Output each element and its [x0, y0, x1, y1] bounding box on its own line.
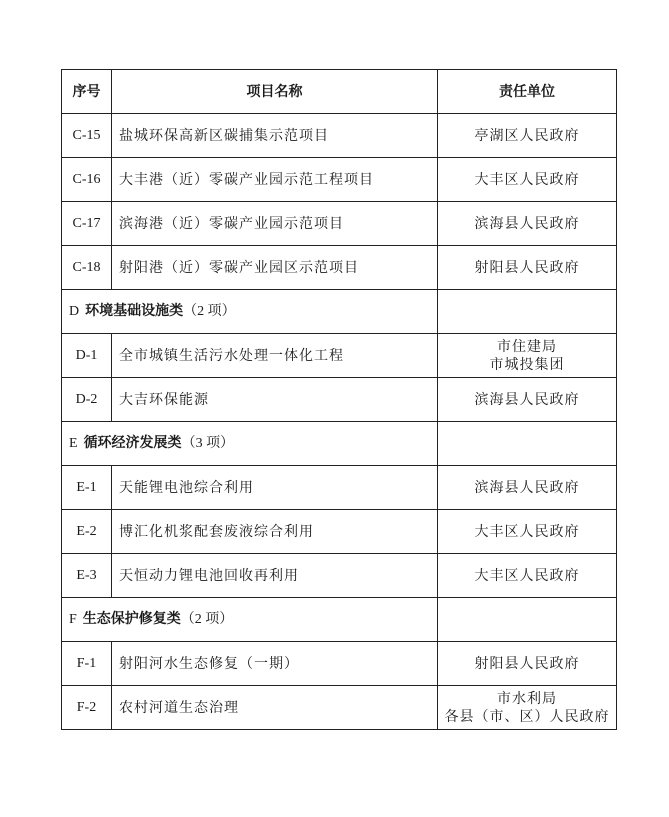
- row-unit: [438, 158, 617, 202]
- unit-line: 射阳县人民政府: [474, 655, 580, 672]
- row-unit: [438, 246, 617, 290]
- category-letter: D: [69, 304, 80, 319]
- row-code: C-16: [62, 158, 112, 202]
- table-header-row: [62, 70, 617, 114]
- table-row: [62, 246, 617, 290]
- row-unit: [438, 642, 617, 686]
- table-row: [62, 466, 617, 510]
- unit-line: 大丰区人民政府: [474, 523, 580, 540]
- unit-line: 市住建局: [497, 338, 557, 355]
- row-unit: [438, 686, 617, 730]
- table-row: [62, 202, 617, 246]
- category-title: [62, 598, 438, 642]
- table-row: [62, 334, 617, 378]
- row-unit: [438, 466, 617, 510]
- unit-line: 滨海县人民政府: [474, 215, 580, 232]
- header-index: 序号: [62, 70, 112, 114]
- category-title: [62, 290, 438, 334]
- table-row: [62, 158, 617, 202]
- category-count: （3 项）: [181, 436, 235, 451]
- project-table: [61, 69, 617, 730]
- row-unit: [438, 554, 617, 598]
- row-project-name: 农村河道生态治理: [112, 686, 438, 730]
- category-row-f: [62, 598, 617, 642]
- row-unit: [438, 334, 617, 378]
- category-empty-cell: [438, 422, 617, 466]
- table-row: [62, 510, 617, 554]
- unit-line: 大丰区人民政府: [474, 567, 580, 584]
- category-count: （2 项）: [183, 304, 236, 319]
- unit-line: 市城投集团: [489, 356, 565, 373]
- row-code: E-1: [62, 466, 112, 510]
- row-code: C-15: [62, 114, 112, 158]
- row-unit: [438, 114, 617, 158]
- row-unit: [438, 202, 617, 246]
- category-empty-cell: [438, 290, 617, 334]
- table-row: [62, 686, 617, 730]
- row-code: F-1: [62, 642, 112, 686]
- row-unit: [438, 378, 617, 422]
- row-code: C-17: [62, 202, 112, 246]
- category-letter: E: [69, 436, 78, 451]
- unit-line: 市水利局: [497, 690, 557, 707]
- table-row: [62, 554, 617, 598]
- unit-line: 滨海县人民政府: [474, 391, 580, 408]
- row-code: C-18: [62, 246, 112, 290]
- unit-line: 亭湖区人民政府: [474, 127, 580, 144]
- unit-line: 大丰区人民政府: [474, 171, 580, 188]
- unit-line: 滨海县人民政府: [474, 479, 580, 496]
- category-empty-cell: [438, 598, 617, 642]
- row-unit: [438, 510, 617, 554]
- category-letter: F: [69, 612, 77, 627]
- row-project-name: 全市城镇生活污水处理一体化工程: [112, 334, 438, 378]
- row-project-name: 天恒动力锂电池回收再利用: [112, 554, 438, 598]
- category-name: 生态保护修复类: [82, 611, 181, 627]
- header-project-name: 项目名称: [112, 70, 438, 114]
- unit-line: 射阳县人民政府: [474, 259, 580, 276]
- project-table-container: [61, 69, 616, 730]
- row-code: D-2: [62, 378, 112, 422]
- row-project-name: 滨海港（近）零碳产业园示范项目: [112, 202, 438, 246]
- row-code: D-1: [62, 334, 112, 378]
- table-row: [62, 378, 617, 422]
- category-name: 循环经济发展类: [83, 435, 182, 451]
- row-project-name: 天能锂电池综合利用: [112, 466, 438, 510]
- row-code: F-2: [62, 686, 112, 730]
- table-row: [62, 114, 617, 158]
- row-code: E-2: [62, 510, 112, 554]
- row-project-name: 盐城环保高新区碳捕集示范项目: [112, 114, 438, 158]
- row-project-name: 大丰港（近）零碳产业园示范工程项目: [112, 158, 438, 202]
- row-project-name: 博汇化机浆配套废液综合利用: [112, 510, 438, 554]
- category-title: [62, 422, 438, 466]
- row-code: E-3: [62, 554, 112, 598]
- row-project-name: 射阳港（近）零碳产业园区示范项目: [112, 246, 438, 290]
- row-project-name: 大吉环保能源: [112, 378, 438, 422]
- header-responsible-unit: 责任单位: [438, 70, 617, 114]
- category-count: （2 项）: [180, 612, 234, 627]
- row-project-name: 射阳河水生态修复（一期）: [112, 642, 438, 686]
- unit-line: 各县（市、区）人民政府: [444, 708, 610, 725]
- category-name: 环境基础设施类: [85, 303, 184, 319]
- category-row-e: [62, 422, 617, 466]
- table-row: [62, 642, 617, 686]
- category-row-d: [62, 290, 617, 334]
